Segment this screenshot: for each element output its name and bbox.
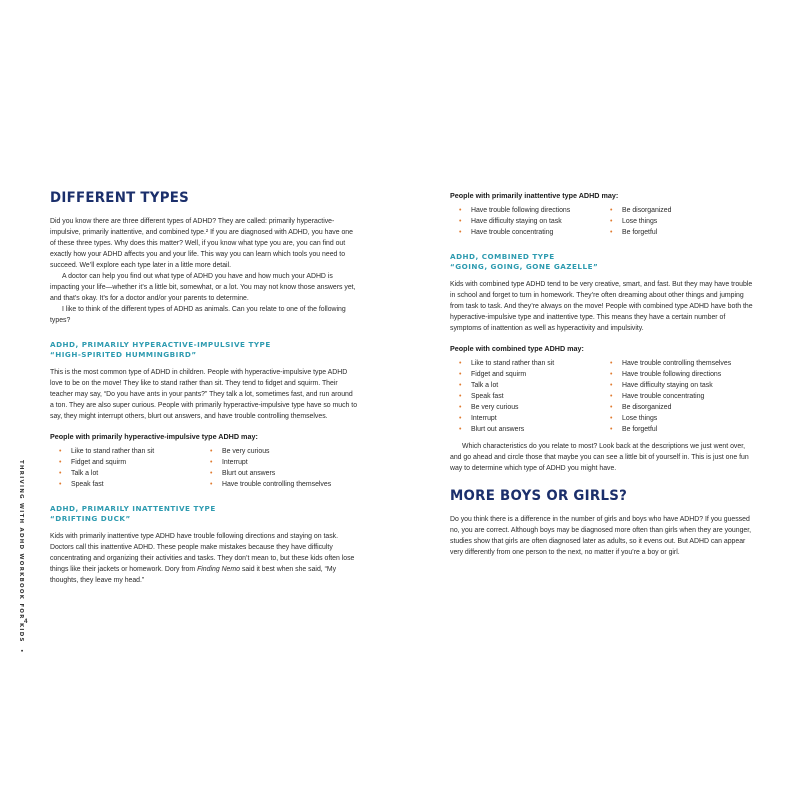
subheading-hyperactive-line2: “HIGH-SPIRITED HUMMINGBIRD” bbox=[50, 349, 197, 359]
list-item: • Lose things bbox=[610, 216, 671, 227]
list-item: • Talk a lot bbox=[59, 468, 210, 479]
list-item: • Like to stand rather than sit bbox=[459, 358, 610, 369]
movie-title: Finding Nemo bbox=[197, 566, 240, 573]
section-heading-different-types: DIFFERENT TYPES bbox=[50, 190, 190, 206]
list-item: • Have trouble concentrating bbox=[459, 227, 610, 238]
list-item: • Speak fast bbox=[59, 479, 210, 490]
left-column bbox=[50, 190, 358, 586]
combined-paragraph: Kids with combined type ADHD tend to be very creative, smart, and fast. But they may have trouble in school and forget to turn in homework. They’re often dreaming about other things and jumping from task to task. And they’re always on the move! People with combined type ADHD have both the hyperactive-impulsive type and inattentive type. This means they have a certain number of symptoms of inattention as well as hyperactivity and impulsivity. bbox=[450, 281, 753, 332]
list-item: • Interrupt bbox=[459, 413, 610, 424]
list-item: • Have trouble controlling themselves bbox=[610, 358, 731, 369]
right-page bbox=[400, 0, 800, 800]
running-head-text: THRIVING WITH ADHD WORKBOOK FOR KIDS bbox=[18, 460, 24, 643]
list-item: • Have trouble following directions bbox=[610, 369, 731, 380]
subheading-combined-type bbox=[450, 252, 756, 271]
list-item: • Have difficulty staying on task bbox=[610, 380, 731, 391]
list-item: • Be disorganized bbox=[610, 205, 671, 216]
boys-girls-paragraph: Do you think there is a difference in the number of girls and boys who have ADHD? If you guessed no, you are correct. Although boys may be diagnosed more often than girls when they are younger, studies show that girls are often diagnosed later as adults, so it evens out. But ADHD can appear very differently from one person to the next, no matter if you’re a boy or girl. bbox=[450, 516, 752, 556]
intro-paragraph-3: I like to think of the different types of ADHD as animals. Can you relate to one of the following types? bbox=[50, 306, 346, 324]
page-number: 4 bbox=[24, 618, 28, 625]
list-item: • Interrupt bbox=[210, 457, 331, 468]
list-item: • Speak fast bbox=[459, 391, 610, 402]
hyperactive-paragraph: This is the most common type of ADHD in children. People with hyperactive-impulsive type ADHD love to be on the move! They like to stand rather than sit. They tend to fidget and squirm. Their teacher may say, “Do you have ants in your pants?” They talk a lot, sometimes fast, and run around a ton. They are also super curious. People with primarily hyperactive-impulsive type have so much to say, they might interrupt others, blurt out answers, and have trouble controlling themselves. bbox=[50, 369, 358, 420]
running-head-book-title: THRIVING WITH ADHD WORKBOOK FOR KIDS • bbox=[18, 460, 24, 654]
inattentive-bullet-list bbox=[450, 205, 756, 238]
combined-list-lead: People with combined type ADHD may: bbox=[450, 344, 584, 353]
hyperactive-list-lead: People with primarily hyperactive-impulsive type ADHD may: bbox=[50, 432, 258, 441]
list-item: • Fidget and squirm bbox=[459, 369, 610, 380]
list-item: • Be forgetful bbox=[610, 227, 671, 238]
list-item: • Be forgetful bbox=[610, 424, 731, 435]
subheading-combined-line1: ADHD, COMBINED TYPE bbox=[450, 252, 555, 261]
list-item: • Be very curious bbox=[210, 446, 331, 457]
subheading-inattentive-line2: “DRIFTING DUCK” bbox=[50, 513, 131, 523]
intro-paragraph-1: Did you know there are three different types of ADHD? They are called: primarily hyperactive-impulsive, primarily inattentive, and combined type.² If you are diagnosed with ADHD, you have one of these three types. Why does this matter? Well, if you know what type you are, you can find out exactly how your ADHD affects you and your life. This way you can learn which tools you need to succeed. We’ll explore each type later in a little more detail. bbox=[50, 218, 353, 269]
list-item: • Have trouble concentrating bbox=[610, 391, 731, 402]
list-item: • Be disorganized bbox=[610, 402, 731, 413]
list-item: • Blurt out answers bbox=[210, 468, 331, 479]
right-column bbox=[450, 190, 756, 558]
combined-list-col2 bbox=[610, 358, 731, 435]
inattentive-list-lead: People with primarily inattentive type ADHD may: bbox=[450, 191, 619, 200]
list-item: • Blurt out answers bbox=[459, 424, 610, 435]
list-item: • Have trouble following directions bbox=[459, 205, 610, 216]
combined-list-col1 bbox=[450, 358, 610, 435]
closing-paragraph: Which characteristics do you relate to most? Look back at the descriptions we just went over, and go ahead and circle those that maybe you can see a little bit of yourself in. This is just one fun way to determine which type of ADHD you might have. bbox=[450, 443, 749, 472]
combined-bullet-list bbox=[450, 358, 756, 435]
intro-paragraph-2: A doctor can help you find out what type of ADHD you have and how much your ADHD is impacting your life—whether it’s a little bit, somewhat, or a lot. You may not know those answers yet, and that’s okay. It’s for a doctor and/or your parents to determine. bbox=[50, 273, 356, 302]
hyperactive-bullet-list bbox=[50, 446, 358, 490]
list-item: • Have difficulty staying on task bbox=[459, 216, 610, 227]
subheading-inattentive-line1: ADHD, PRIMARILY INATTENTIVE TYPE bbox=[50, 504, 216, 513]
inattentive-list-col2 bbox=[610, 205, 671, 238]
list-item: • Fidget and squirm bbox=[59, 457, 210, 468]
hyperactive-list-col1 bbox=[50, 446, 210, 490]
list-item: • Lose things bbox=[610, 413, 731, 424]
inattentive-list-col1 bbox=[450, 205, 610, 238]
subheading-inattentive-type bbox=[50, 504, 358, 523]
subheading-hyperactive-type bbox=[50, 340, 358, 359]
list-item: • Be very curious bbox=[459, 402, 610, 413]
hyperactive-list-col2 bbox=[210, 446, 331, 490]
section-heading-more-boys-or-girls: MORE BOYS OR GIRLS? bbox=[450, 488, 628, 504]
inattentive-paragraph bbox=[50, 531, 358, 586]
list-item: • Like to stand rather than sit bbox=[59, 446, 210, 457]
subheading-hyperactive-line1: ADHD, PRIMARILY HYPERACTIVE-IMPULSIVE TYPE bbox=[50, 340, 271, 349]
inattentive-text-2: said it best when she said, “My thoughts, they leave my head.” bbox=[50, 566, 337, 584]
subheading-combined-line2: “GOING, GOING, GONE GAZELLE” bbox=[450, 261, 599, 271]
list-item: • Talk a lot bbox=[459, 380, 610, 391]
inattentive-text-1: Kids with primarily inattentive type ADHD have trouble following directions and staying on task. Doctors call this inattentive ADHD. These people make mistakes because they have difficulty concentrating and organizing their activities and tasks. They don’t mean to, but these kids often lose things like their jackets or homework. Dory from bbox=[50, 533, 355, 573]
list-item: • Have trouble controlling themselves bbox=[210, 479, 331, 490]
